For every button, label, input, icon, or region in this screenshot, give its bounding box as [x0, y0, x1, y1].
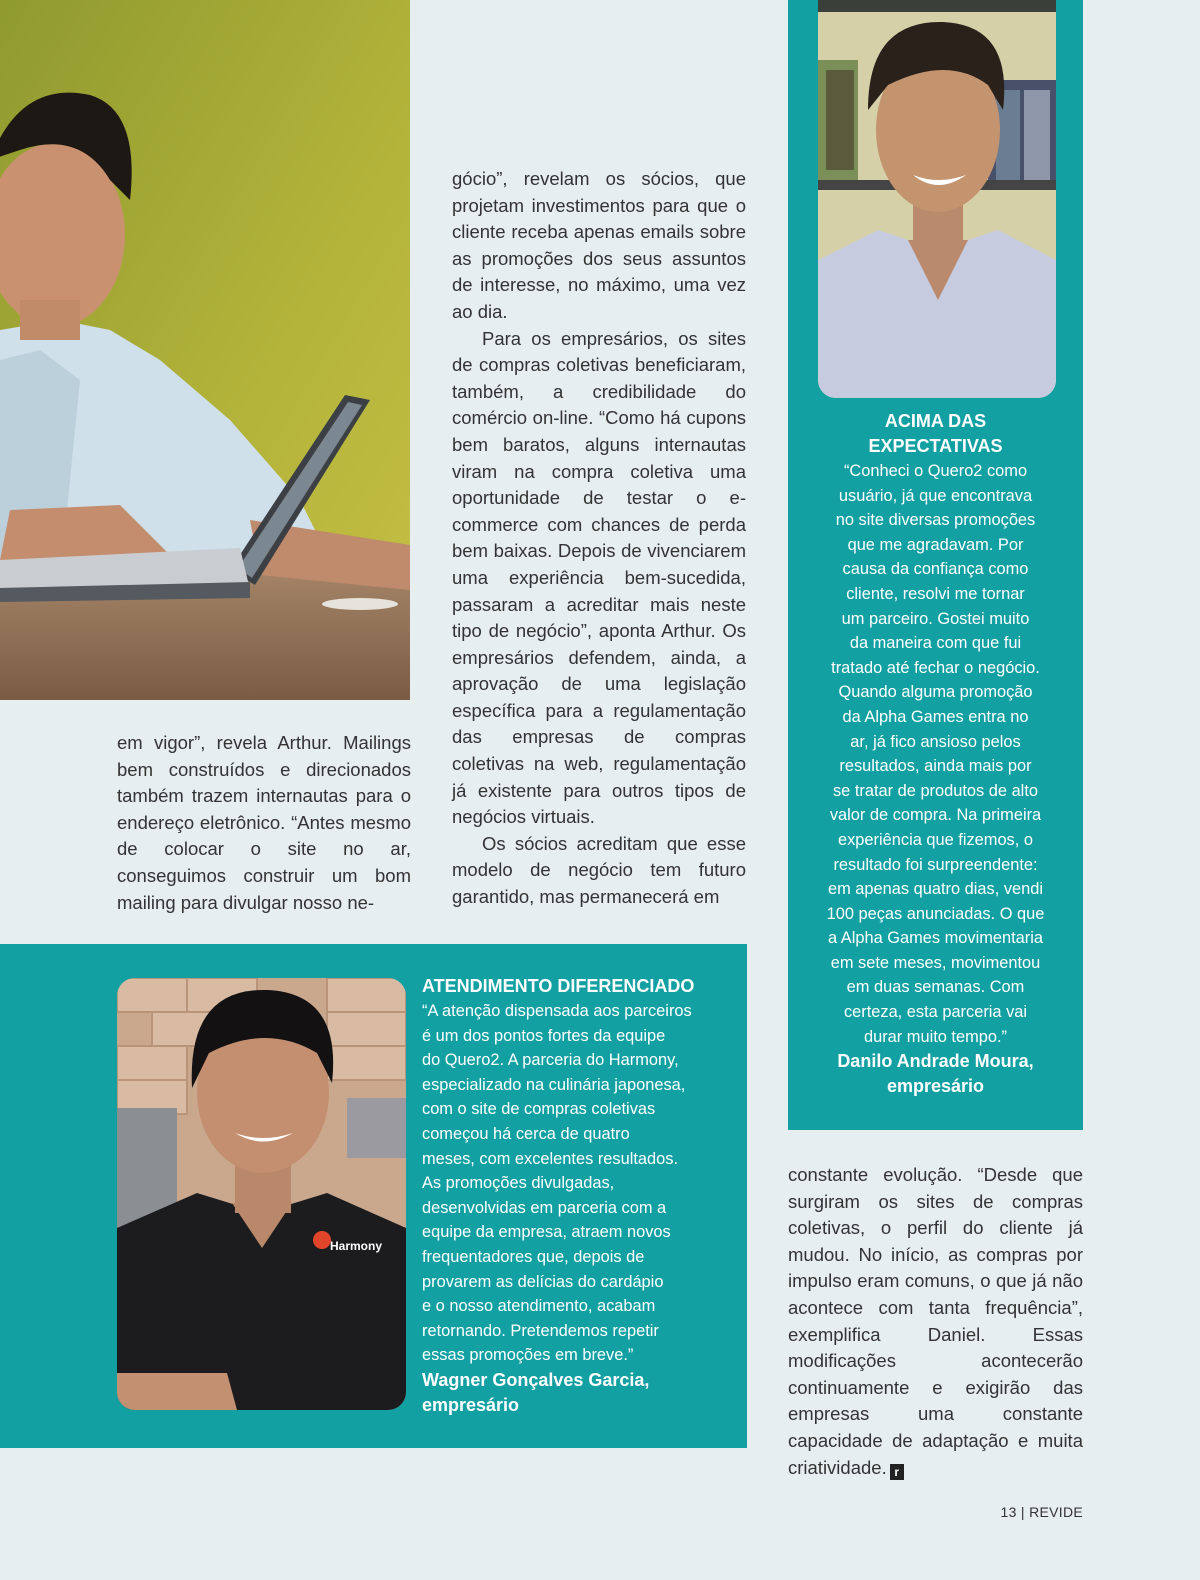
quote-line: com o site de compras coletivas: [422, 1100, 656, 1119]
quote-box-bottom-content: [422, 974, 742, 1418]
footer-separator: |: [1020, 1504, 1025, 1520]
quote-line: causa da confiança como: [842, 560, 1029, 579]
quote-line: frequentadores que, depois de: [422, 1247, 645, 1266]
quote-line: meses, com excelentes resultados.: [422, 1149, 678, 1168]
quote-line: durar muito tempo.”: [863, 1027, 1008, 1046]
harmony-logo-text: Harmony: [330, 1239, 383, 1253]
quote-line: “Conheci o Quero2 como: [843, 462, 1028, 480]
quote-box-bottom-author-2: empresário: [422, 1394, 520, 1415]
quote-box-bottom-author-1: Wagner Gonçalves Garcia,: [422, 1369, 650, 1390]
article-column-2-p2: Para os empresários, os sites de compras coletivas beneficiaram, também, a credibilidade do comércio on-line. “Como há cupons bem baratos, alguns internautas viram na compra coletiva uma oportunidade de testar o e-commerce com chances de perda bem baixas. Depois de vivenciarem uma experiência bem-sucedida, passaram a acreditar mais neste tipo de negócio”, aponta Arthur. Os empresários defendem, ainda, a aprovação de uma legislação específica para a regulamentação das empresas de compras coletivas na web, regulamentação já existente para outros tipos de negócios virtuais.: [452, 327, 746, 828]
quote-box-right-author-1: Danilo Andrade Moura,: [837, 1051, 1034, 1072]
quote-line: essas promoções em breve.”: [422, 1346, 634, 1365]
quote-line: em sete meses, movimentou: [830, 953, 1041, 972]
quote-line: a Alpha Games movimentaria: [828, 929, 1043, 948]
quote-line: tratado até fechar o negócio.: [831, 658, 1040, 677]
quote-line: especializado na culinária japonesa,: [422, 1075, 686, 1094]
quote-box-right-author-2: empresário: [886, 1076, 985, 1097]
article-column-2-p1: gócio”, revelam os sócios, que projetam investimentos para que o cliente receba apenas emails sobre as promoções dos seus assuntos de interesse, no máximo, uma vez ao dia.: [452, 168, 746, 322]
article-column-3: [788, 1162, 1083, 1481]
magazine-name: REVIDE: [1029, 1504, 1083, 1520]
quote-line: “A atenção dispensada aos parceiros: [422, 1002, 692, 1020]
photo-man-laptop: [0, 0, 410, 700]
quote-line: começou há cerca de quatro: [422, 1124, 630, 1143]
quote-line: e o nosso atendimento, acabam: [422, 1297, 656, 1316]
quote-line: desenvolvidas em parceria com a: [422, 1198, 667, 1217]
quote-line: retornando. Pretendemos repetir: [422, 1321, 659, 1340]
harmony-logo-icon: [313, 1231, 331, 1249]
quote-line: em duas semanas. Com: [846, 978, 1025, 997]
quote-line: usuário, já que encontrava: [838, 486, 1033, 505]
quote-box-right-title-1: ACIMA DAS: [884, 411, 987, 431]
quote-line: As promoções divulgadas,: [422, 1174, 615, 1193]
quote-line: resultados, ainda mais por: [839, 757, 1032, 776]
article-column-2: [452, 166, 746, 911]
photo-man-laptop-illustration: [0, 0, 410, 700]
article-column-2-p3: Os sócios acreditam que esse modelo de negócio tem futuro garantido, mas permanecerá em: [452, 832, 746, 908]
quote-line: resultado foi surpreendente:: [833, 855, 1038, 874]
quote-line: em apenas quatro dias, vendi: [827, 880, 1044, 899]
end-of-article-icon: r: [890, 1464, 904, 1480]
photo-young-man-store: [818, 0, 1056, 398]
page-footer: [980, 1504, 1083, 1520]
article-column-3-body: constante evolução. “Desde que surgiram os sites de compras coletivas, o perfil do cliente já mudou. No início, as compras por impulso eram comuns, o que já não acontece com tanta frequência”, exemplifica Daniel. Essas modificações acontecerão continuamente e exigirão das empresas uma constante capacidade de adaptação e muita criatividade.: [788, 1164, 1083, 1478]
page-number: 13: [1000, 1504, 1017, 1520]
photo-young-man-illustration: [818, 0, 1056, 398]
quote-line: no site diversas promoções: [835, 511, 1036, 530]
quote-box-bottom: [0, 944, 747, 1448]
quote-box-bottom-title: ATENDIMENTO DIFERENCIADO: [422, 976, 695, 996]
quote-line: valor de compra. Na primeira: [829, 806, 1042, 825]
quote-line: da maneira com que fui: [849, 634, 1022, 653]
quote-line: Quando alguma promoção: [838, 683, 1033, 702]
quote-line: cliente, resolvi me tornar: [846, 584, 1025, 603]
quote-line: um parceiro. Gostei muito: [841, 609, 1030, 628]
quote-box-right-text: [788, 459, 1083, 1049]
quote-line: que me agradavam. Por: [847, 535, 1024, 554]
article-column-1: [117, 730, 411, 916]
article-column-3-text: [788, 1162, 1083, 1481]
quote-line: se tratar de produtos de alto: [832, 781, 1038, 800]
photo-restaurant-owner: [117, 978, 406, 1410]
quote-line: da Alpha Games entra no: [842, 707, 1029, 726]
quote-box-right-content: [788, 409, 1083, 1099]
quote-line: experiência que fizemos, o: [838, 830, 1033, 849]
quote-line: equipe da empresa, atraem novos: [422, 1223, 671, 1242]
quote-line: provarem as delícias do cardápio: [422, 1272, 664, 1291]
photo-restaurant-owner-illustration: [117, 978, 406, 1410]
article-column-1-text: em vigor”, revela Arthur. Mailings bem construídos e direcionados também trazem internautas para o endereço eletrônico. “Antes mesmo de colocar o site no ar, conseguimos construir um bom mailing para divulgar nosso ne-: [117, 732, 411, 913]
quote-box-right-title-2: EXPECTATIVAS: [868, 436, 1003, 456]
quote-line: 100 peças anunciadas. O que: [826, 904, 1045, 923]
quote-line: ar, já fico ansioso pelos: [850, 732, 1021, 751]
quote-line: do Quero2. A parceria do Harmony,: [422, 1051, 679, 1070]
quote-line: certeza, esta parceria vai: [843, 1003, 1028, 1022]
quote-line: é um dos pontos fortes da equipe: [422, 1026, 666, 1045]
